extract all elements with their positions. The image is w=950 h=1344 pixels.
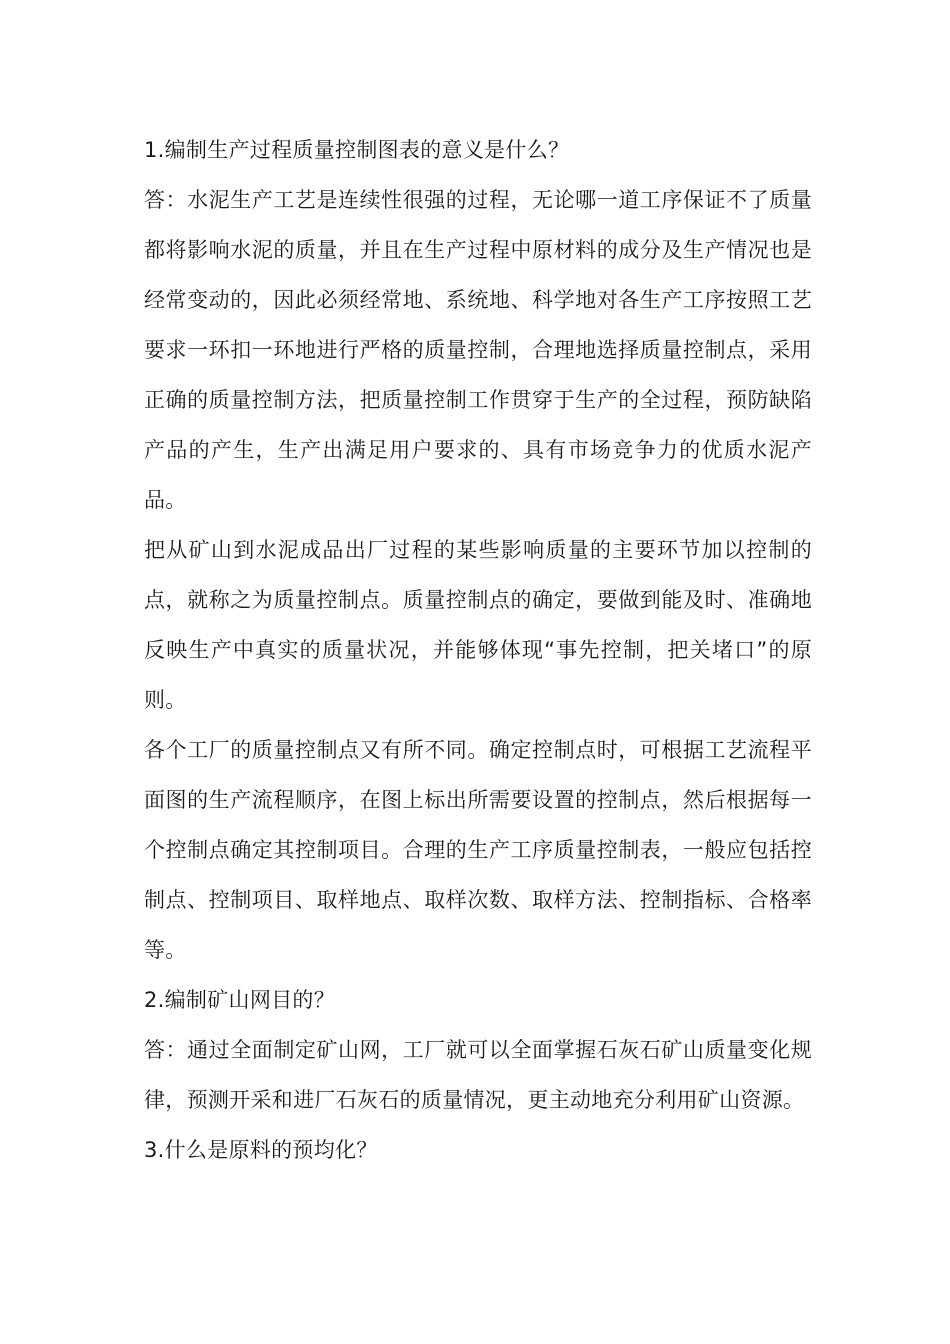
question-3-heading: 3.什么是原料的预均化？ [144,1138,378,1162]
answer-2-paragraph: 答：通过全面制定矿山网，工厂就可以全面掌握石灰石矿山质量变化规律，预测开采和进厂石灰石的质量情况，更主动地充分利用矿山资源。 [144,1038,812,1112]
answer-1-paragraph: 答：水泥生产工艺是连续性很强的过程，无论哪一道工序保证不了质量都将影响水泥的质量，并且在生产过程中原材料的成分及生产情况也是经常变动的，因此必须经常地、系统地、科学地对各生产工序按照工艺要求一环扣一环地进行严格的质量控制，合理地选择质量控制点，采用正确的质量控制方法，把质量控制工作贯穿于生产的全过程，预防缺陷产品的产生，生产出满足用户要求的、具有市场竞争力的优质水泥产品。 [144,188,812,512]
question-1-heading: 1.编制生产过程质量控制图表的意义是什么？ [144,138,570,162]
question-2-heading: 2.编制矿山网目的？ [144,988,336,1012]
control-point-setup-paragraph: 各个工厂的质量控制点又有所不同。确定控制点时，可根据工艺流程平面图的生产流程顺序，在图上标出所需要设置的控制点，然后根据每一个控制点确定其控制项目。合理的生产工序质量控制表，一般应包括控制点、控制项目、取样地点、取样次数、取样方法、控制指标、合格率等。 [144,738,812,962]
control-point-definition-paragraph: 把从矿山到水泥成品出厂过程的某些影响质量的主要环节加以控制的点，就称之为质量控制点。质量控制点的确定，要做到能及时、准确地反映生产中真实的质量状况，并能够体现“事先控制，把关堵口”的原则。 [144,538,812,712]
document-body [144,125,812,1175]
